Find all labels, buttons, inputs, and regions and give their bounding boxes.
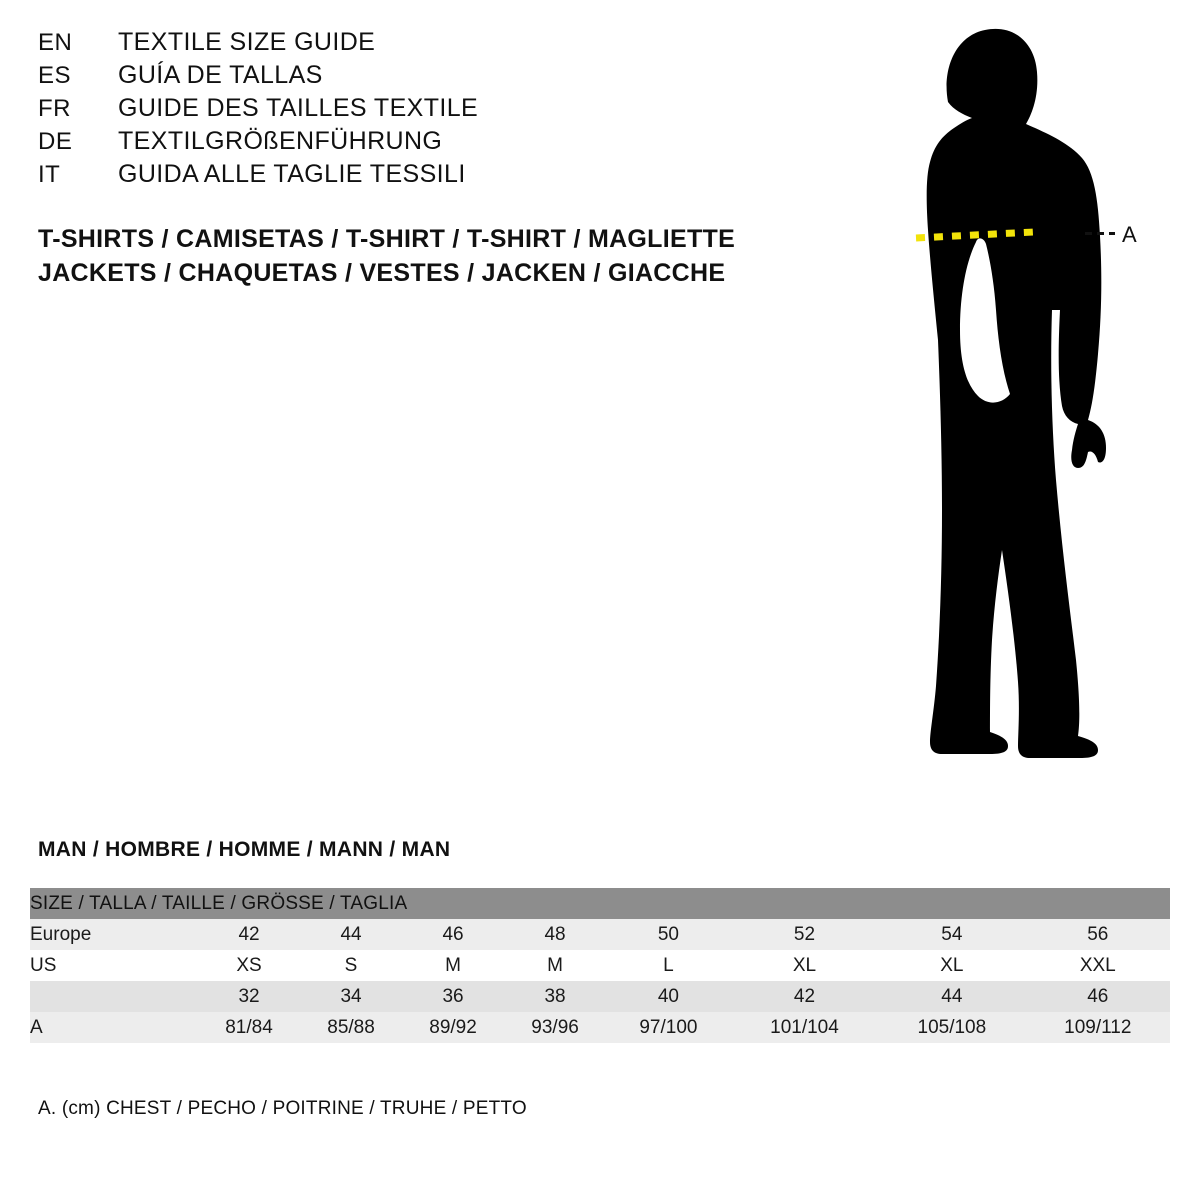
table-row [30, 950, 1170, 981]
table-cell: M [445, 954, 461, 976]
table-cell: 50 [657, 923, 679, 945]
language-text: TEXTILGRÖßENFÜHRUNG [118, 127, 443, 155]
body-silhouette-figure [830, 10, 1190, 800]
table-cell: 48 [544, 923, 566, 945]
row-label: US [30, 954, 57, 976]
table-footnote: A. (cm) CHEST / PECHO / POITRINE / TRUHE / PETTO [38, 1098, 527, 1119]
table-cell: 46 [1087, 985, 1109, 1007]
table-cell: 81/84 [225, 1016, 273, 1038]
table-cell: 85/88 [327, 1016, 375, 1038]
table-cell: 54 [941, 923, 963, 945]
language-text: GUIDE DES TAILLES TEXTILE [118, 94, 479, 122]
table-cell: 46 [442, 923, 464, 945]
table-row [30, 981, 1170, 1012]
table-header-row [30, 888, 1170, 919]
measure-label-a: A [1122, 222, 1137, 247]
language-row [38, 28, 758, 61]
language-row [38, 94, 758, 127]
row-label: Europe [30, 923, 92, 945]
table-header-label: SIZE / TALLA / TAILLE / GRÖSSE / TAGLIA [30, 892, 408, 914]
table-cell: L [663, 954, 674, 976]
language-header-block [38, 28, 758, 193]
table-cell: XL [940, 954, 964, 976]
table-cell: 44 [340, 923, 362, 945]
table-cell: 97/100 [639, 1016, 698, 1038]
language-code: IT [38, 161, 61, 188]
garment-type-list [38, 222, 735, 290]
table-cell: 40 [657, 985, 679, 1007]
table-cell: 56 [1087, 923, 1109, 945]
table-cell: S [344, 954, 358, 976]
table-cell: XXL [1079, 954, 1116, 976]
language-row [38, 160, 758, 193]
table-cell: 32 [238, 985, 260, 1007]
language-text: TEXTILE SIZE GUIDE [118, 28, 376, 56]
table-cell: 101/104 [770, 1016, 839, 1038]
table-cell: 93/96 [531, 1016, 579, 1038]
table-cell: 42 [793, 985, 816, 1007]
language-text: GUÍA DE TALLAS [118, 61, 323, 89]
table-row [30, 1012, 1170, 1043]
language-text: GUIDA ALLE TAGLIE TESSILI [118, 160, 466, 188]
table-cell: 89/92 [429, 1016, 477, 1038]
size-table [30, 888, 1170, 1043]
table-cell: XL [792, 954, 817, 976]
table-cell: 105/108 [917, 1016, 987, 1038]
table-cell: XS [236, 954, 262, 976]
table-cell: 44 [941, 985, 963, 1007]
language-row [38, 61, 758, 94]
row-label: A [30, 1016, 43, 1038]
table-cell: 38 [544, 985, 566, 1007]
language-code: FR [38, 95, 71, 122]
language-code: EN [38, 29, 73, 56]
garment-type-jackets: JACKETS / CHAQUETAS / VESTES / JACKEN / GIACCHE [38, 259, 726, 287]
table-cell: 34 [340, 985, 362, 1007]
language-row [38, 127, 758, 160]
table-cell: 109/112 [1064, 1016, 1132, 1038]
garment-type-tshirts: T-SHIRTS / CAMISETAS / T-SHIRT / T-SHIRT / MAGLIETTE [38, 225, 736, 253]
measure-leader-dashes [1085, 232, 1115, 235]
row-label [30, 981, 198, 1012]
table-cell: 42 [238, 923, 260, 945]
language-code: ES [38, 62, 72, 89]
table-section-title: MAN / HOMBRE / HOMME / MANN / MAN [38, 838, 451, 861]
silhouette-icon [830, 10, 1190, 800]
table-cell: 52 [793, 923, 816, 945]
table-cell: M [547, 954, 563, 976]
table-cell: 36 [442, 985, 464, 1007]
language-code: DE [38, 128, 73, 155]
table-row [30, 919, 1170, 950]
